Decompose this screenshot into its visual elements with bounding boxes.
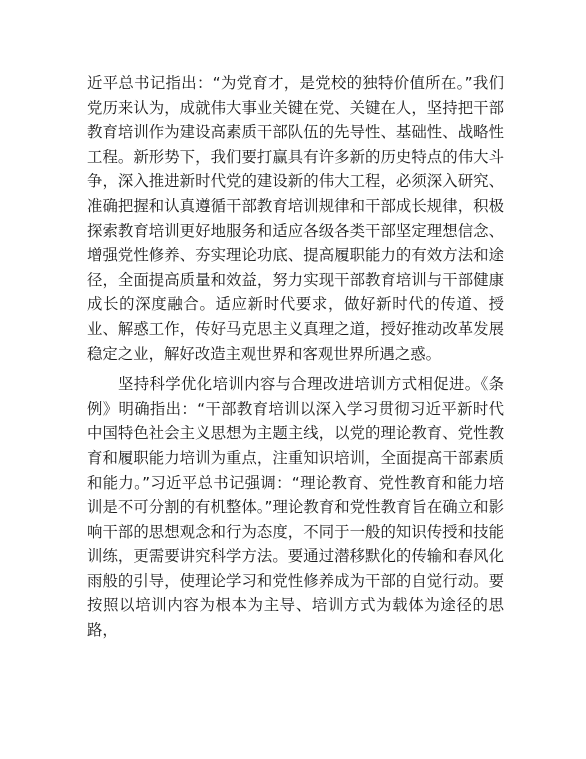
- paragraph-1: 近平总书记指出：“为党育才，是党校的独特价值所在。”我们党历来认为，成就伟大事业关键在党、关键在人，坚持把干部教育培训作为建设高素质干部队伍的先导性、基础性、战略性工程。新形势下，我们要打赢具有许多新的历史特点的伟大斗争，深入推进新时代党的建设新的伟大工程，必须深入研究、准确把握和认真遵循干部教育培训规律和干部成长规律，积极探索教育培训更好地服务和适应各级各类干部坚定理想信念、增强党性修养、夯实理论功底、提高履职能力的有效方法和途径，全面提高质量和效益，努力实现干部教育培训与干部健康成长的深度融合。适应新时代要求，做好新时代的传道、授业、解惑工作，传好马克思主义真理之道，授好推动改革发展稳定之业，解好改造主观世界和客观世界所遇之惑。: [87, 74, 504, 363]
- paragraph-2: 坚持科学优化培训内容与合理改进培训方式相促进。《条例》明确指出：“干部教育培训以深入学习贯彻习近平新时代中国特色社会主义思想为主题主线，以党的理论教育、党性教育和履职能力培训为重点，注重知识培训，全面提高干部素质和能力。”习近平总书记强调：“理论教育、党性教育和能力培训是不可分割的有机整体。”理论教育和党性教育旨在确立和影响干部的思想观念和行为态度，不同于一般的知识传授和技能训练，更需要讲究科学方法。要通过潜移默化的传输和春风化雨般的引导，使理论学习和党性修养成为干部的自觉行动。要按照以培训内容为根本为主导、培训方式为载体为途径的思路，: [87, 375, 504, 640]
- document-body: [87, 71, 504, 643]
